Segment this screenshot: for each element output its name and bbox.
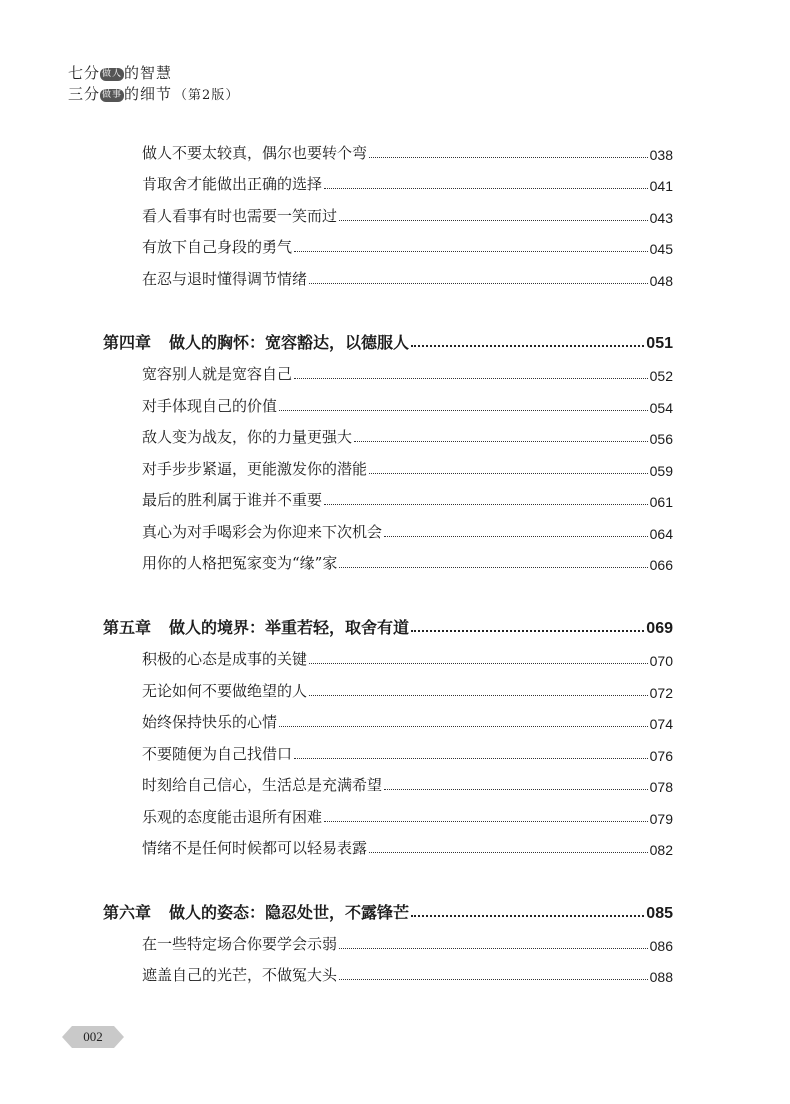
toc-entry: 有放下自己身段的勇气 045 — [142, 238, 673, 257]
header-line-1: 七分 做人 的智慧 — [68, 64, 173, 82]
toc-entry: 做人不要太较真，偶尔也要转个弯 038 — [142, 144, 673, 163]
leader-dots — [411, 344, 644, 347]
toc-entry: 时刻给自己信心，生活总是充满希望 078 — [142, 776, 673, 795]
leader-dots — [369, 156, 648, 158]
header-badge-2: 做事 — [102, 90, 123, 100]
toc-entry: 积极的心态是成事的关键 070 — [142, 650, 673, 669]
leader-dots — [384, 788, 648, 790]
chapter-heading: 第六章 做人的姿态：隐忍处世，不露锋芒 085 — [103, 903, 673, 922]
leader-dots — [324, 503, 648, 505]
running-header — [68, 62, 308, 106]
page-number-tab — [62, 1026, 124, 1048]
page-number: 002 — [83, 1029, 103, 1044]
toc-entry: 用你的人格把冤家变为“缘”家 066 — [142, 554, 673, 573]
toc-entry: 对手步步紧逼，更能激发你的潜能 059 — [142, 460, 673, 479]
edition-label: （第2版） — [174, 88, 240, 103]
toc-entry: 乐观的态度能击退所有困难 079 — [142, 808, 673, 827]
leader-dots — [369, 472, 648, 474]
toc-entry: 在忍与退时懂得调节情绪 048 — [142, 270, 673, 289]
leader-dots — [339, 947, 648, 949]
leader-dots — [339, 566, 647, 568]
toc-entry: 无论如何不要做绝望的人 072 — [142, 682, 673, 701]
toc-entry: 肯取舍才能做出正确的选择 041 — [142, 175, 673, 194]
toc-entry: 宽容别人就是宽容自己 052 — [142, 365, 673, 384]
toc-entry: 对手体现自己的价值 054 — [142, 397, 673, 416]
leader-dots — [309, 694, 648, 696]
leader-dots — [294, 757, 648, 759]
toc-entry: 最后的胜利属于谁并不重要 061 — [142, 491, 673, 510]
toc-entry: 始终保持快乐的心情 074 — [142, 713, 673, 732]
leader-dots — [279, 409, 648, 411]
leader-dots — [411, 629, 644, 632]
leader-dots — [324, 820, 648, 822]
toc-entry: 看人看事有时也需要一笑而过 043 — [142, 207, 673, 226]
leader-dots — [411, 914, 644, 917]
leader-dots — [324, 187, 648, 189]
leader-dots — [369, 851, 648, 853]
leader-dots — [294, 250, 648, 252]
toc-entry: 敌人变为战友，你的力量更强大 056 — [142, 428, 673, 447]
leader-dots — [294, 377, 648, 379]
leader-dots — [384, 535, 648, 537]
leader-dots — [309, 662, 648, 664]
leader-dots — [339, 219, 648, 221]
leader-dots — [339, 978, 648, 980]
toc-entry: 情绪不是任何时候都可以轻易表露 082 — [142, 839, 673, 858]
toc-entry: 在一些特定场合你要学会示弱 086 — [142, 935, 673, 954]
leader-dots — [354, 440, 648, 442]
header-line-2: 三分 做事 的细节 （第2版） — [68, 85, 240, 103]
toc-entry: 遮盖自己的光芒，不做冤大头 088 — [142, 966, 673, 985]
leader-dots — [309, 282, 648, 284]
chapter-heading: 第五章 做人的境界：举重若轻，取舍有道 069 — [103, 618, 673, 637]
leader-dots — [279, 725, 648, 727]
toc-entry: 真心为对手喝彩会为你迎来下次机会 064 — [142, 523, 673, 542]
chapter-heading: 第四章 做人的胸怀：宽容豁达，以德服人 051 — [103, 333, 673, 352]
header-badge-1: 做人 — [102, 69, 123, 79]
toc-entry: 不要随便为自己找借口 076 — [142, 745, 673, 764]
